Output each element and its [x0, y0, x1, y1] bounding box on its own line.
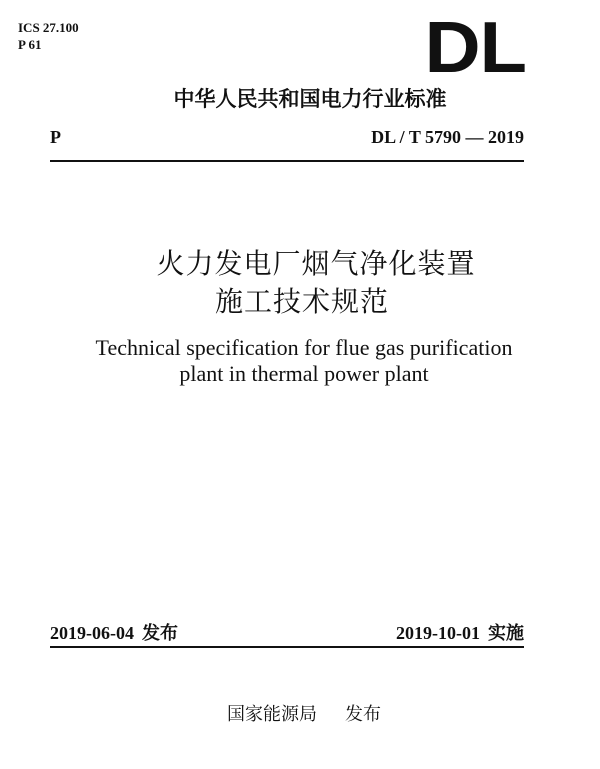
dl-logo: DL	[424, 8, 526, 88]
ics-code: ICS 27.100	[18, 20, 79, 35]
standard-type: 中华人民共和国电力行业标准	[173, 87, 447, 111]
publisher-name: 国家能源局	[227, 704, 317, 725]
top-divider	[50, 160, 524, 162]
category-letter: P	[50, 127, 61, 147]
title-english-line-2: plant in thermal power plant	[179, 361, 429, 386]
title-chinese-line-2: 施工技术规范	[214, 285, 389, 318]
classification-code: P 61	[18, 37, 42, 52]
issue-date	[50, 622, 178, 645]
issue-date-label: 发布	[142, 623, 178, 644]
title-english-line-1: Technical specification for flue gas purification	[95, 335, 513, 360]
standard-number: DL / T 5790 — 2019	[371, 127, 524, 147]
implementation-date-label: 实施	[488, 623, 524, 644]
issue-date-value: 2019-06-04	[50, 623, 134, 643]
implementation-date-value: 2019-10-01	[396, 623, 480, 643]
implementation-date	[396, 622, 524, 645]
title-chinese-line-1: 火力发电厂烟气净化装置	[156, 247, 476, 280]
publisher-action: 发布	[345, 704, 381, 725]
bottom-divider	[50, 646, 524, 648]
publisher	[0, 704, 600, 726]
